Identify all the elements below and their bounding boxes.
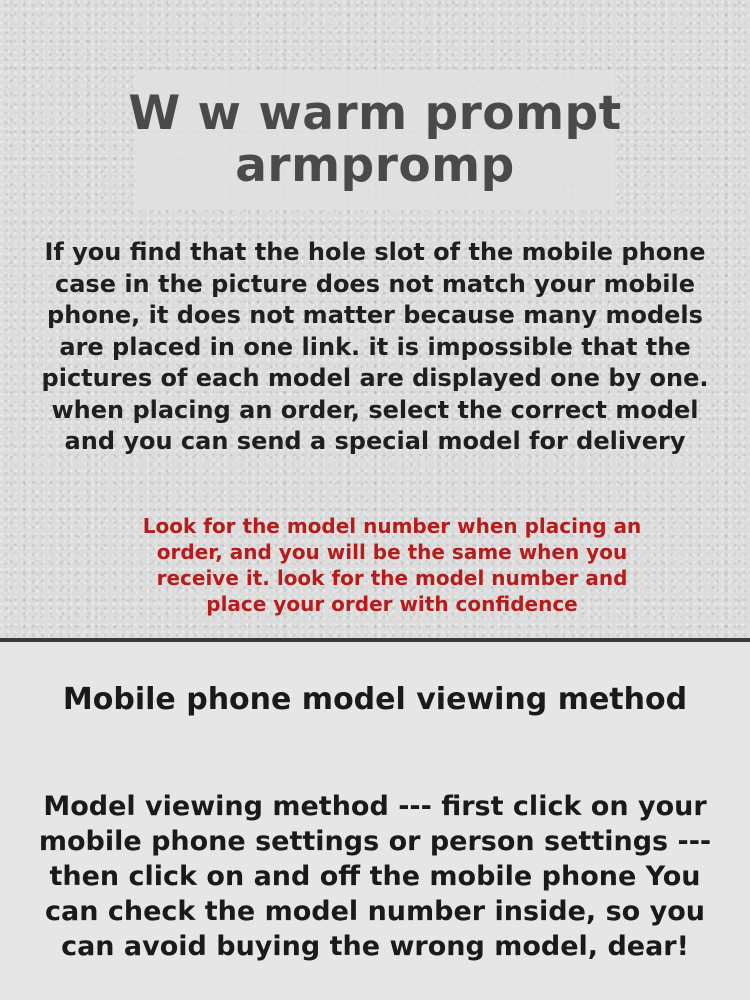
- intro-line: and you can send a special model for delivery: [64, 427, 686, 455]
- intro-line: when placing an order, select the correct model: [51, 395, 699, 424]
- notice-line: Look for the model number when placing an: [142, 514, 642, 538]
- page-title-line-2: armpromp: [235, 138, 515, 193]
- intro-paragraph: [20, 237, 730, 458]
- method-paragraph: [12, 789, 738, 964]
- intro-line: pictures of each model are displayed one by one.: [41, 364, 709, 392]
- intro-line: If you find that the hole slot of the mobile phone: [44, 238, 706, 266]
- notice-line: receive it. look for the model number and: [156, 566, 628, 590]
- method-line: can avoid buying the wrong model, dear!: [61, 931, 689, 962]
- intro-line: are placed in one link. it is impossible that the: [59, 332, 691, 361]
- method-line: Model viewing method --- first click on your: [43, 791, 707, 822]
- page-title-line-1: W w warm prompt: [128, 86, 622, 141]
- intro-line: phone, it does not matter because many models: [47, 301, 703, 329]
- method-line: can check the model number inside, so you: [45, 896, 705, 927]
- method-line: mobile phone settings or person settings ---: [38, 826, 712, 857]
- notice-line: place your order with confidence: [206, 592, 578, 616]
- notice-line: order, and you will be the same when you: [156, 540, 628, 564]
- section-heading: Mobile phone model viewing method: [62, 682, 688, 717]
- red-notice-paragraph: [100, 513, 684, 617]
- intro-line: case in the picture does not match your mobile: [54, 269, 695, 298]
- method-line: then click on and off the mobile phone You: [49, 861, 701, 892]
